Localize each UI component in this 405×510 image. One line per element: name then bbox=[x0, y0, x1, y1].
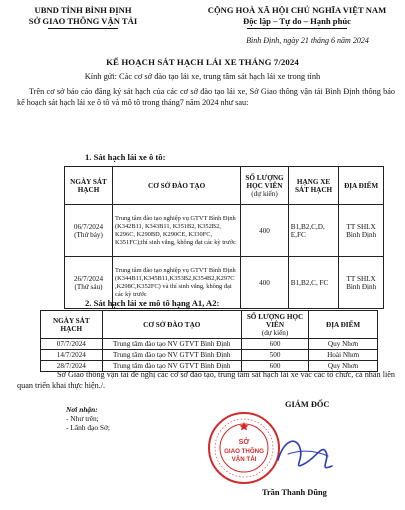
exam-date-cell: 28/7/2024 bbox=[41, 361, 103, 372]
motto-underline bbox=[247, 28, 347, 29]
document-title: KẾ HOẠCH SÁT HẠCH LÁI XE THÁNG 7/2024 bbox=[106, 57, 299, 67]
car-exam-table bbox=[64, 166, 384, 309]
issuing-authority bbox=[8, 5, 158, 29]
stamp-text-mid: GIAO THÔNG bbox=[224, 448, 264, 455]
col-header-count-label: SỐ LƯỢNG HỌC VIÊN bbox=[246, 312, 304, 329]
stamp-text-bottom: VẬN TẢI bbox=[231, 456, 257, 463]
col-header-place: ĐỊA ĐIỂM bbox=[339, 167, 384, 205]
table-row bbox=[65, 205, 384, 257]
col-header-count-label: SỐ LƯỢNG HỌC VIÊN bbox=[245, 173, 284, 190]
place-cell: Quy Nhơn bbox=[309, 339, 378, 350]
exam-weekday: (Thứ sáu) bbox=[74, 282, 103, 291]
exam-weekday: (Thứ bảy) bbox=[74, 230, 103, 239]
recipients-label: Nơi nhận: bbox=[66, 405, 98, 414]
col-header-date: NGÀY SÁT HẠCH bbox=[41, 311, 103, 339]
handwritten-signature bbox=[270, 430, 340, 478]
count-cell: 500 bbox=[241, 350, 308, 361]
recipient-item: - Như trên; bbox=[66, 414, 99, 423]
place-cell: TT SHLX Bình Định bbox=[339, 257, 384, 309]
col-header-count bbox=[241, 167, 289, 205]
school-cell: Trung tâm đào tạo nghiệp vụ GTVT Bình Định (K344B11,K345B11,K353B2,K354B2,K297C ,K298C,K352FC) và thí sinh vắng, không đạt các kỳ trước bbox=[113, 257, 241, 309]
col-header-count bbox=[241, 311, 308, 339]
signer-name: Trần Thanh Dũng bbox=[262, 488, 327, 497]
count-cell: 400 bbox=[241, 205, 289, 257]
nation-title: CỘNG HOÀ XÃ HỘI CHỦ NGHĨA VIỆT NAM bbox=[207, 5, 387, 15]
document-date: Bình Định, ngày 21 tháng 6 năm 2024 bbox=[246, 36, 369, 45]
intro-paragraph: Trên cơ sở báo cáo đăng ký sát hạch của các cơ sở đào tạo lái xe, Sở Giao thông vận tải Bình Định thông báo kế hoạch sát hạch lái xe ô tô và mô tô trong tháng7 năm 2024 như sau: bbox=[17, 87, 395, 107]
national-motto bbox=[192, 5, 402, 29]
table-row bbox=[41, 339, 378, 350]
count-cell: 400 bbox=[241, 257, 289, 309]
col-header-class: HẠNG XE SÁT HẠCH bbox=[288, 167, 339, 205]
exam-date-cell: 14/7/2024 bbox=[41, 350, 103, 361]
count-cell: 600 bbox=[241, 339, 308, 350]
school-cell: Trung tâm đào tạo NV GTVT Bình Định bbox=[102, 361, 241, 372]
exam-date: 26/7/2024 bbox=[73, 274, 104, 283]
greeting: Kính gửi: Các cơ sở đào tạo lái xe, trung tâm sát hạch lái xe trong tỉnh bbox=[84, 72, 321, 81]
col-header-place: ĐỊA ĐIỂM bbox=[309, 311, 378, 339]
signer-role: GIÁM ĐỐC bbox=[285, 400, 330, 409]
motorbike-exam-table bbox=[40, 310, 378, 372]
section-2-heading: 2. Sát hạch lái xe mô tô hạng A1, A2: bbox=[85, 298, 220, 308]
school-cell: Trung tâm đào tạo nghiệp vụ GTVT Bình Định (K342B11, K343B11, K351B2, K352B2, K296C, K290BD, K290CE, K330FC, K351FC);thí sinh vắng, không đạt các kỳ trước bbox=[113, 205, 241, 257]
col-header-school: CƠ SỞ ĐÀO TẠO bbox=[113, 167, 241, 205]
recipient-item: - Lãnh đạo Sở; bbox=[66, 423, 110, 432]
table-header-row bbox=[65, 167, 384, 205]
table-row bbox=[41, 350, 378, 361]
count-cell: 600 bbox=[241, 361, 308, 372]
col-header-date: NGÀY SÁT HẠCH bbox=[65, 167, 113, 205]
closing-paragraph: Sở Giao thông vận tải đề nghị các cơ sở đào tạo, trung tâm sát hạch lái xe vác các tổ chức, cá nhân liên quan triển khai thực hiện./. bbox=[17, 370, 395, 390]
exam-date-cell bbox=[65, 205, 113, 257]
col-header-count-note: (dự kiến) bbox=[251, 189, 278, 198]
stamp-text-top: SỞ bbox=[238, 439, 250, 446]
col-header-school: CƠ SỞ ĐÀO TẠO bbox=[102, 311, 241, 339]
place-cell: Quy Nhơn bbox=[309, 361, 378, 372]
recipients-block bbox=[66, 405, 110, 432]
section-1-heading: 1. Sát hạch lái xe ô tô: bbox=[85, 152, 166, 162]
table-header-row bbox=[41, 311, 378, 339]
org-name-province: UBND TỈNH BÌNH ĐỊNH bbox=[34, 5, 132, 15]
class-cell: B1,B2,C,D, E,FC bbox=[288, 205, 339, 257]
header-underline bbox=[48, 28, 118, 29]
place-cell: TT SHLX Bình Định bbox=[339, 205, 384, 257]
class-cell: B1,B2,C, FC bbox=[288, 257, 339, 309]
exam-date-cell: 07/7/2024 bbox=[41, 339, 103, 350]
org-name-department: SỞ GIAO THÔNG VẬN TẢI bbox=[28, 16, 138, 26]
col-header-count-note: (dự kiến) bbox=[261, 328, 289, 337]
school-cell: Trung tâm đào tạo NV GTVT Bình Định bbox=[102, 339, 241, 350]
place-cell: Hoài Nhơn bbox=[309, 350, 378, 361]
school-cell: Trung tâm đào tạo NV GTVT Bình Định bbox=[102, 350, 241, 361]
exam-date: 06/7/2024 bbox=[73, 222, 104, 231]
nation-motto: Độc lập – Tự do – Hạnh phúc bbox=[243, 16, 351, 26]
